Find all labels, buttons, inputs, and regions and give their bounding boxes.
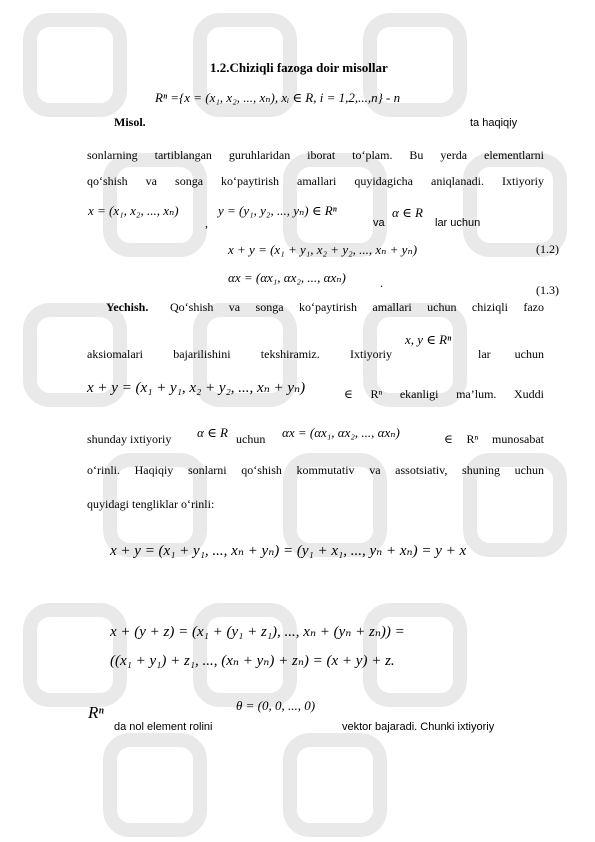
paragraph-3-text-b: vektor bajaradi. Chunki ixtiyoriy [342,721,495,733]
lar-uchun-text: lar uchun [435,217,481,229]
paragraph-1-line-2: qo‘shish va songa ko‘paytirish amallari quyidagicha aniqlanadi. Ixtiyoriy [87,174,544,188]
comma-separator: , [205,216,208,230]
equation-number-1-2: (1.2) [536,242,559,256]
paragraph-2-line-4b: uchun [236,432,266,446]
alpha-in-r-inline: α ∈ R [197,425,228,440]
va-text: va [373,217,385,229]
associativity-formula-line-2: ((x₁ + y₁) + z₁, ..., (xₙ + yₙ) + zₙ) = (x + y) + z. [110,653,395,669]
page-title: 1.2.Chiziqli fazoga doir misollar [210,60,388,75]
paragraph-2-line-2b: lar uchun [478,347,544,361]
associativity-formula-line-1: x + (y + z) = (x₁ + (y₁ + z₁), ..., xₙ + (yₙ + zₙ)) = [110,624,405,640]
sum-definition-formula: x + y = (x₁ + y₁, x₂ + y₂, ..., xₙ + yₙ) [228,242,418,257]
misol-tail-text: ta haqiqiy [470,117,518,129]
zero-vector-formula: θ = (0, 0, ..., 0) [236,698,316,713]
commutativity-formula: x + y = (x₁ + y₁, ..., xₙ + yₙ) = (y₁ + x₁, ..., yₙ + xₙ) = y + x [110,543,467,559]
alpha-in-r-formula: α ∈ R [392,205,423,220]
formula-period: . [380,276,383,290]
misol-label: Misol. [114,115,146,129]
paragraph-2-line-4a: shunday ixtiyoriy [87,432,172,446]
paragraph-3-text-a: da nol element rolini [114,721,213,733]
scalar-mult-formula: αx = (αx₁, αx₂, ..., αxₙ) [228,270,346,285]
paragraph-2-line-3b: ∈ Rⁿ ekanligi ma’lum. Xuddi [344,387,544,401]
paragraph-2-line-5: o‘rinli. Haqiqiy sonlarni qo‘shish kommutativ va assotsiativ, shuning uchun [87,463,544,477]
yechish-label: Yechish. [106,300,149,314]
vector-y-formula: y = (y₁, y₂, ..., yₙ) ∈ Rⁿ [218,203,337,218]
paragraph-1-line-1: sonlarning tartiblangan guruhlaridan iborat to‘plam. Bu yerda elementlarni [87,148,544,162]
paragraph-2-line-2a: aksiomalari bajarilishini tekshiramiz. Ixtiyoriy [87,347,392,361]
rn-symbol: Rⁿ [88,703,104,722]
sum-formula-inline: x + y = (x₁ + y₁, x₂ + y₂, ..., xₙ + yₙ) [87,380,306,396]
paragraph-2-line-1: Qo‘shish va songa ko‘paytirish amallari uchun chiziqli fazo [170,300,544,314]
paragraph-2-line-6: quyidagi tengliklar o‘rinli: [87,497,215,511]
paragraph-2-line-4c: ∈ Rⁿ munosabat [444,432,544,446]
vector-x-formula: x = (x₁, x₂, ..., xₙ) [88,203,179,218]
set-definition-formula: Rⁿ ={x = (x₁, x₂, ..., xₙ), xᵢ ∈ R, i = 1,2,...,n} - n [155,90,401,105]
equation-number-1-3: (1.3) [536,283,559,297]
scalar-mult-inline: αx = (αx₁, αx₂, ..., αxₙ) [282,425,400,440]
xy-in-rn-formula: x, y ∈ Rⁿ [405,332,452,347]
